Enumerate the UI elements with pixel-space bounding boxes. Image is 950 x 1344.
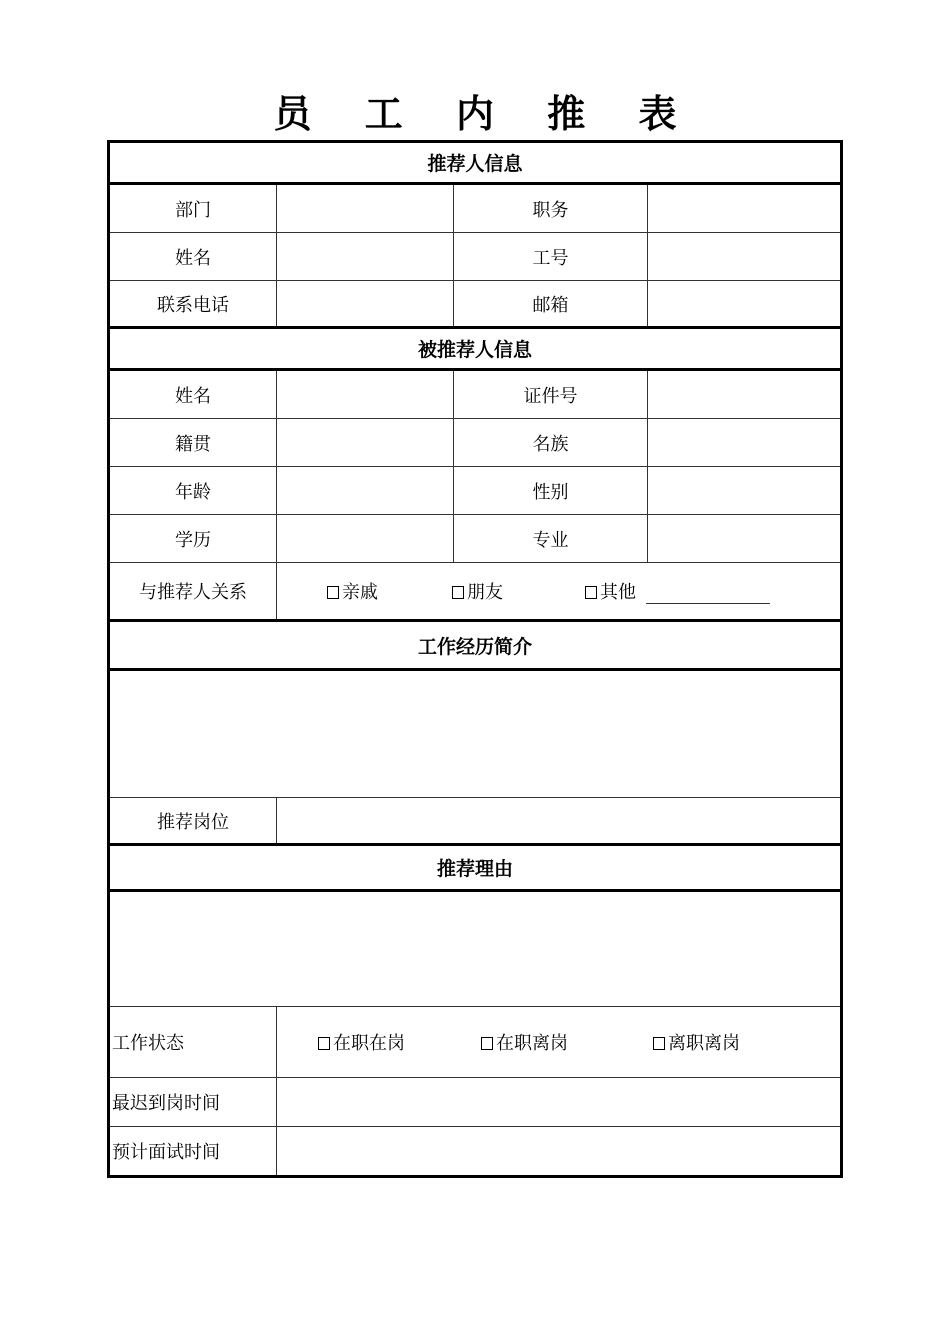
- page-title: 员 工 内 推 表: [273, 92, 697, 136]
- status-option-resigned[interactable]: 离职离岗: [653, 1029, 740, 1055]
- checkbox-icon[interactable]: [653, 1037, 665, 1050]
- recommender-name-field[interactable]: [277, 233, 454, 280]
- interview-time-field[interactable]: [277, 1127, 840, 1175]
- field-label: 工作状态: [110, 1007, 277, 1077]
- field-label: 推荐岗位: [110, 798, 277, 843]
- field-label: 预计面试时间: [110, 1127, 277, 1175]
- field-label: 联系电话: [110, 281, 277, 326]
- field-label: 职务: [454, 185, 648, 232]
- major-field[interactable]: [648, 515, 840, 562]
- email-field[interactable]: [648, 281, 840, 326]
- field-label: 姓名: [110, 233, 277, 280]
- section-header-experience: [110, 622, 840, 671]
- relationship-option-other[interactable]: 其他: [585, 578, 770, 604]
- gender-field[interactable]: [648, 467, 840, 514]
- relationship-options: [277, 563, 840, 619]
- form-row: [110, 419, 840, 467]
- relationship-option-relative[interactable]: 亲戚: [327, 578, 378, 604]
- section-title: 工作经历简介: [417, 635, 532, 658]
- field-label: 证件号: [454, 371, 648, 418]
- education-field[interactable]: [277, 515, 454, 562]
- field-label: 学历: [110, 515, 277, 562]
- status-options: [277, 1007, 840, 1077]
- field-label: 性别: [454, 467, 648, 514]
- checkbox-icon[interactable]: [452, 586, 464, 599]
- department-field[interactable]: [277, 185, 454, 232]
- checkbox-icon[interactable]: [481, 1037, 493, 1050]
- relationship-option-friend[interactable]: 朋友: [452, 578, 503, 604]
- section-title: 推荐理由: [436, 858, 513, 880]
- latest-start-row: [110, 1078, 840, 1127]
- form-row: [110, 515, 840, 563]
- reason-textarea[interactable]: [110, 892, 840, 1006]
- recommended-position-field[interactable]: [277, 798, 840, 843]
- id-number-field[interactable]: [648, 371, 840, 418]
- field-label: 与推荐人关系: [110, 563, 277, 619]
- checkbox-icon[interactable]: [327, 586, 339, 599]
- checkbox-icon[interactable]: [585, 586, 597, 599]
- form-row: [110, 185, 840, 233]
- other-relationship-blank[interactable]: [646, 585, 770, 604]
- field-label: 邮箱: [454, 281, 648, 326]
- form-row: [110, 233, 840, 281]
- latest-start-field[interactable]: [277, 1078, 840, 1126]
- field-label: 工号: [454, 233, 648, 280]
- field-label: 籍贯: [110, 419, 277, 466]
- position-title-field[interactable]: [648, 185, 840, 232]
- reason-area[interactable]: [110, 892, 840, 1007]
- section-title: 被推荐人信息: [417, 339, 532, 361]
- field-label: 部门: [110, 185, 277, 232]
- field-label: 名族: [454, 419, 648, 466]
- form-row: [110, 281, 840, 329]
- section-header-candidate: [110, 329, 840, 371]
- experience-area[interactable]: [110, 671, 840, 798]
- candidate-name-field[interactable]: [277, 371, 454, 418]
- phone-field[interactable]: [277, 281, 454, 326]
- section-header-reason: [110, 846, 840, 892]
- employee-id-field[interactable]: [648, 233, 840, 280]
- ethnicity-field[interactable]: [648, 419, 840, 466]
- status-option-employed-off-post[interactable]: 在职离岗: [481, 1029, 568, 1055]
- age-field[interactable]: [277, 467, 454, 514]
- field-label: 最迟到岗时间: [110, 1078, 277, 1126]
- form-row: [110, 371, 840, 419]
- relationship-row: [110, 563, 840, 622]
- field-label: 年龄: [110, 467, 277, 514]
- referral-form: [107, 140, 843, 1178]
- interview-time-row: [110, 1127, 840, 1175]
- status-row: [110, 1007, 840, 1078]
- field-label: 专业: [454, 515, 648, 562]
- checkbox-icon[interactable]: [318, 1037, 330, 1050]
- status-option-employed-on-post[interactable]: 在职在岗: [318, 1029, 405, 1055]
- section-header-recommender: [110, 143, 840, 185]
- experience-textarea[interactable]: [110, 671, 840, 797]
- field-label: 姓名: [110, 371, 277, 418]
- form-row: [110, 467, 840, 515]
- position-row: [110, 798, 840, 846]
- section-title: 推荐人信息: [427, 153, 523, 175]
- native-place-field[interactable]: [277, 419, 454, 466]
